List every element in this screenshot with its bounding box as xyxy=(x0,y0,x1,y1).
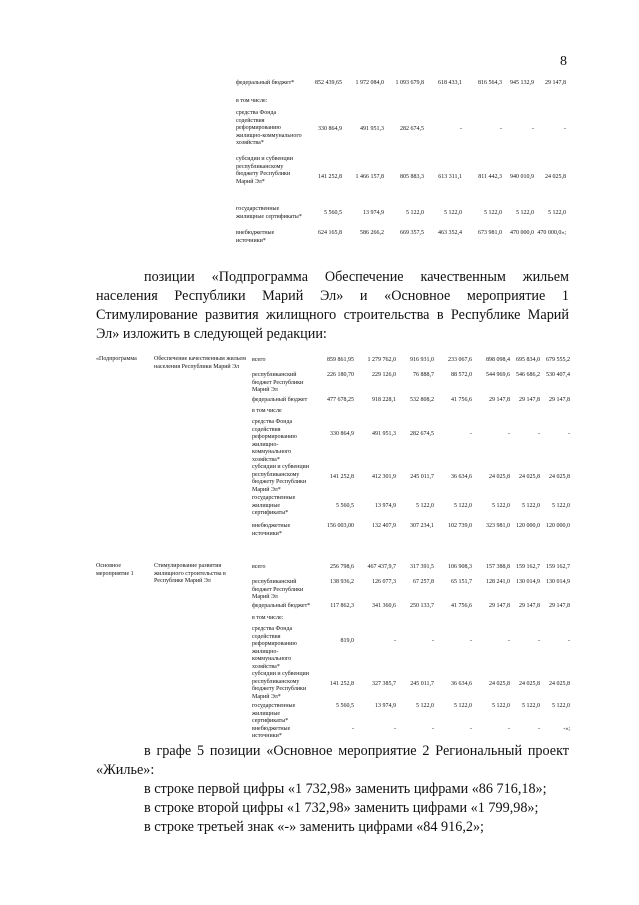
table-row: федеральный бюджет 477 678,25 918 228,1 532 808,2 41 756,6 29 147,8 29 147,8 29 147,8 xyxy=(252,397,570,403)
top-finance-table xyxy=(236,80,566,246)
table-row: федеральный бюджет* 117 862,3 341 360,6 250 133,7 41 756,6 29 147,8 29 147,8 29 147,8 xyxy=(252,603,570,609)
table-row: государственные жилищные сертификаты* 5 560,5 13 974,9 5 122,0 5 122,0 5 122,0 5 122,0 5 122,0 xyxy=(252,495,570,516)
block1-col1: «Подпрограмма xyxy=(96,356,137,362)
amendment-paragraph: в графе 5 позиции «Основное мероприятие 2 Региональный проект «Жилье»: xyxy=(96,743,569,778)
table-row: государственные жилищные сертификаты* 5 560,5 13 974,9 5 122,0 5 122,0 5 122,0 5 122,0 5 122,0 xyxy=(236,206,566,220)
table-row: внебюджетные источники* - - - - - - -»; xyxy=(252,725,570,739)
block2-finance-table xyxy=(252,564,570,741)
table-row: внебюджетные источники* 156 003,00 132 407,9 307 234,1 102 739,0 323 981,0 120 000,0 120 000,0 xyxy=(252,523,570,537)
table-row: всего 859 861,95 1 279 762,0 916 931,0 233 067,6 898 098,4 695 834,0 679 555,2 xyxy=(252,357,570,363)
block2-col2: Стимулирование развития жилищного строительства в Республике Марий Эл xyxy=(154,563,226,584)
table-row: в том числе: xyxy=(252,615,284,621)
table-row: в том числе xyxy=(252,408,282,414)
table-row: внебюджетные источники* 624 165,8 586 266,2 669 357,5 463 352,4 673 981,0 470 000,0 470 000,0»; xyxy=(236,230,566,244)
table-row: средства Фонда содействия реформированию жилищно-коммунального хозяйства* 819,0 - - - - - - xyxy=(252,626,570,670)
table-row: республиканский бюджет Республики Марий Эл 226 180,70 229 126,0 76 888,7 88 572,0 544 969,6 546 686,2 530 407,4 xyxy=(252,372,570,393)
table-row: республиканский бюджет Республики Марий Эл 138 936,2 126 077,3 67 257,8 65 151,7 128 241,0 130 014,9 130 014,9 xyxy=(252,579,570,600)
block1-finance-table xyxy=(252,357,570,538)
amendment-line-1: в строке первой цифры «1 732,98» заменить цифрами «86 716,18»; xyxy=(144,781,547,797)
intro-paragraph: позиции «Подпрограмма Обеспечение качественным жильем населения Республики Марий Эл» и «Основное мероприятие 1 Стимулирование развития жилищного строительства в Республике Марий Эл» изложить в следующей редакции: xyxy=(96,269,569,342)
block2-col1: Основное мероприятие 1 xyxy=(96,563,134,577)
table-row: средства Фонда содействия реформированию жилищно-коммунального хозяйства* 330 864,9 491 951,3 282 674,5 - - - - xyxy=(252,419,570,463)
table-row: средства Фонда содействия реформированию жилищно-коммунального хозяйства* 330 864,9 491 951,3 282 674,5 - - - - xyxy=(236,110,566,146)
amendment-line-3: в строке третьей знак «-» заменить цифрами «84 916,2»; xyxy=(144,819,485,835)
amendment-line-2: в строке второй цифры «1 732,98» заменить цифрами «1 799,98»; xyxy=(144,800,539,816)
table-row: субсидии и субвенции республиканскому бюджету Республики Марий Эл* 141 252,8 327 385,7 245 011,7 36 634,6 24 025,8 24 025,8 24 025,8 xyxy=(252,671,570,700)
table-row: субсидии и субвенции республиканскому бюджету Республики Марий Эл* 141 252,8 1 466 157,8 805 883,3 613 311,1 811 442,3 940 010,9 24 025,8 xyxy=(236,156,566,185)
table-row: государственные жилищные сертификаты* 5 560,5 13 974,9 5 122,0 5 122,0 5 122,0 5 122,0 5 122,0 xyxy=(252,703,570,724)
table-row: субсидии и субвенции республиканскому бюджету Республики Марий Эл* 141 252,8 412 301,9 245 011,7 36 634,6 24 025,8 24 025,8 24 025,8 xyxy=(252,464,570,493)
table-row: всего 256 798,6 467 437,9,7 317 391,5 106 908,3 157 388,8 159 162,7 159 162,7 xyxy=(252,564,570,570)
table-row: федеральный бюджет* 852 439,65 1 972 084,0 1 093 679,8 618 433,1 816 564,3 945 132,9 29 147,8 xyxy=(236,80,566,86)
block1-col2: Обеспечение качественным жильем населения Республики Марий Эл xyxy=(154,356,246,370)
page-number: 8 xyxy=(560,54,567,69)
table-row: в том числе: xyxy=(236,98,268,104)
